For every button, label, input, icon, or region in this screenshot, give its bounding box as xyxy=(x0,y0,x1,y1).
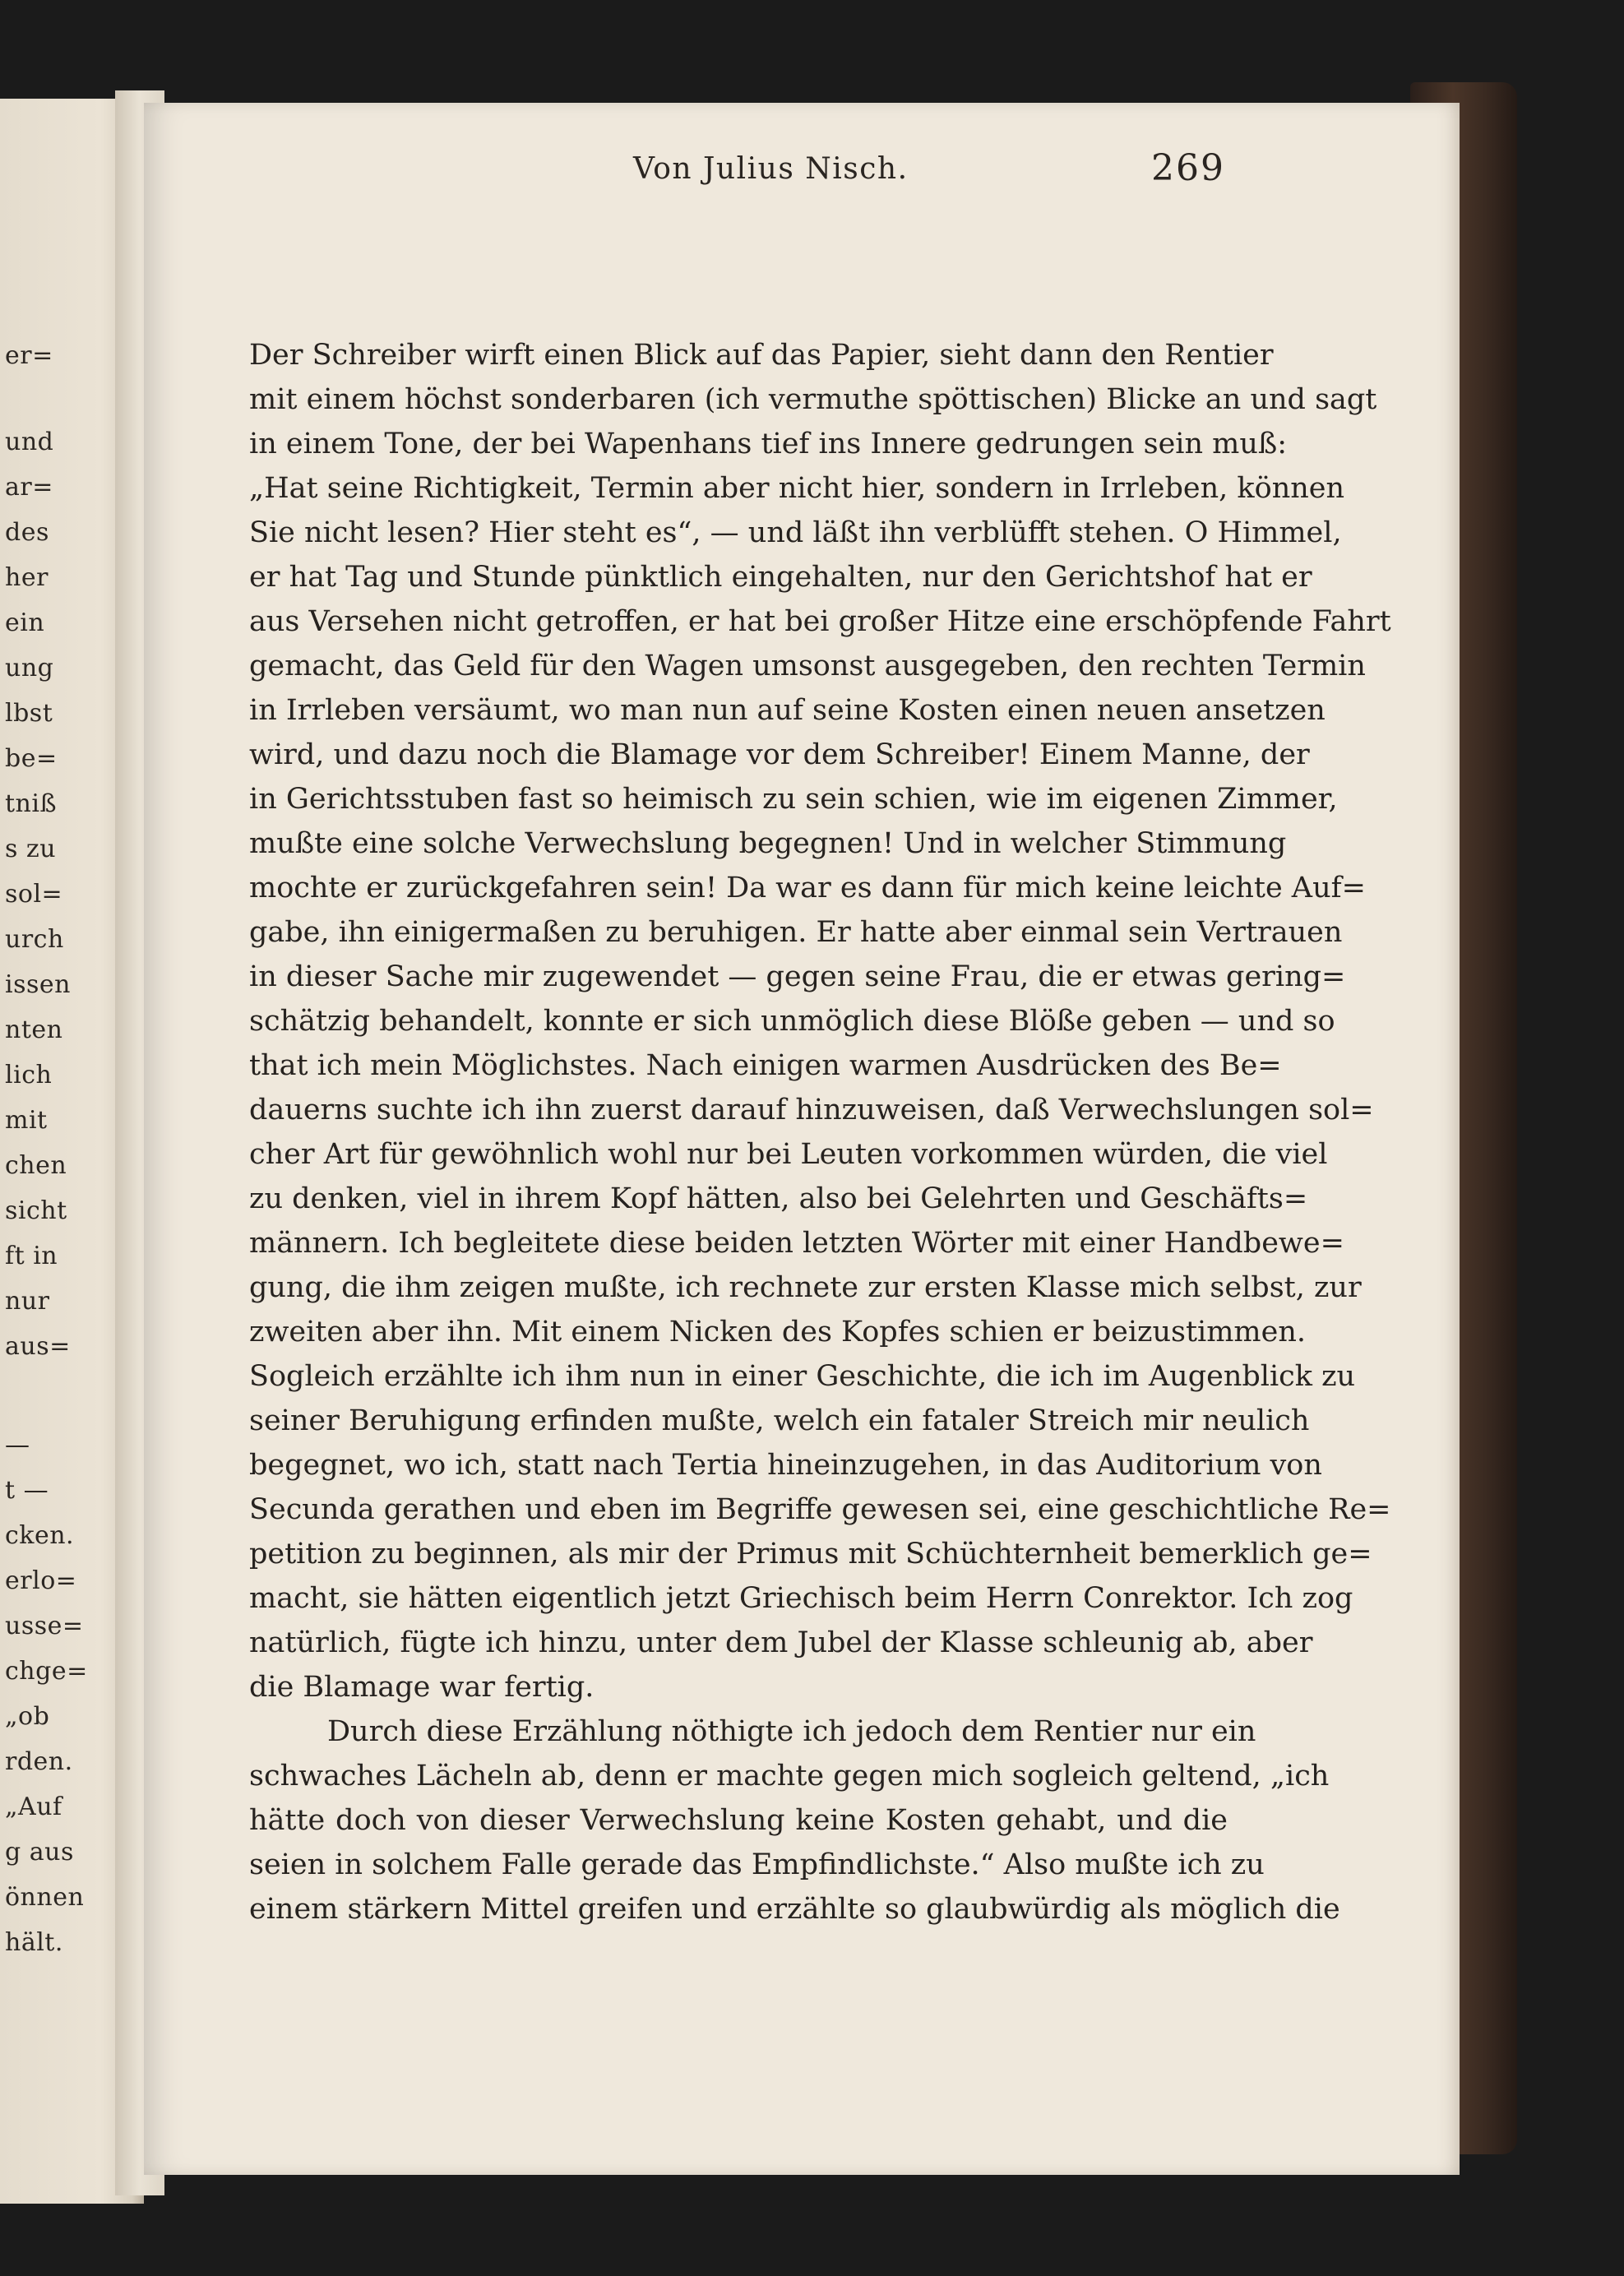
left-page-fragment: aus= xyxy=(5,1332,71,1361)
left-page-fragment: önnen xyxy=(5,1883,85,1912)
text-line: Durch diese Erzählung nöthigte ich jedoch dem Rentier nur ein xyxy=(327,1715,1256,1748)
left-page-fragment: g aus xyxy=(5,1838,74,1867)
text-line: einem stärkern Mittel greifen und erzählte so glaubwürdig als möglich die xyxy=(249,1893,1340,1926)
left-page-fragment: nten xyxy=(5,1015,63,1044)
left-page-fragment: nur xyxy=(5,1287,50,1316)
text-line: Sogleich erzählte ich ihm nun in einer Geschichte, die ich im Augenblick zu xyxy=(249,1360,1356,1393)
text-line: schätzig behandelt, konnte er sich unmöglich diese Blöße geben — und so xyxy=(249,1005,1335,1038)
left-page-fragment: lbst xyxy=(5,699,53,728)
left-page-fragment: des xyxy=(5,518,49,547)
text-line: mochte er zurückgefahren sein! Da war es dann für mich keine leichte Auf= xyxy=(249,872,1366,904)
left-page-fragment: sicht xyxy=(5,1196,67,1225)
text-line: in einem Tone, der bei Wapenhans tief ins Innere gedrungen sein muß: xyxy=(249,428,1288,460)
left-page-fragment: usse= xyxy=(5,1612,84,1640)
text-line: hätte doch von dieser Verwechslung keine Kosten gehabt, und die xyxy=(249,1804,1228,1837)
left-page-fragment: ft in xyxy=(5,1242,58,1270)
left-page-fragment: ung xyxy=(5,654,54,682)
text-line: natürlich, fügte ich hinzu, unter dem Jubel der Klasse schleunig ab, aber xyxy=(249,1626,1313,1659)
text-line: that ich mein Möglichstes. Nach einigen warmen Ausdrücken des Be= xyxy=(249,1049,1282,1082)
text-line: gung, die ihm zeigen mußte, ich rechnete zur ersten Klasse mich selbst, zur xyxy=(249,1271,1362,1304)
running-title: Von Julius Nisch. xyxy=(633,152,909,186)
running-head xyxy=(485,147,1225,201)
text-line: cher Art für gewöhnlich wohl nur bei Leuten vorkommen würden, die viel xyxy=(249,1138,1328,1171)
left-page-fragment: ein xyxy=(5,608,45,637)
text-line: Der Schreiber wirft einen Blick auf das Papier, sieht dann den Rentier xyxy=(249,339,1274,372)
left-page-fragment: chge= xyxy=(5,1657,88,1686)
text-line: in dieser Sache mir zugewendet — gegen seine Frau, die er etwas gering= xyxy=(249,960,1346,993)
page-number: 269 xyxy=(1151,147,1225,189)
text-line: macht, sie hätten eigentlich jetzt Griechisch beim Herrn Conrektor. Ich zog xyxy=(249,1582,1353,1615)
text-line: er hat Tag und Stunde pünktlich eingehalten, nur den Gerichtshof hat er xyxy=(249,561,1312,594)
text-line: schwaches Lächeln ab, denn er machte gegen mich sogleich geltend, „ich xyxy=(249,1760,1330,1793)
left-page-fragment: be= xyxy=(5,744,58,773)
left-page-fragment: erlo= xyxy=(5,1566,77,1595)
text-line: mit einem höchst sonderbaren (ich vermuthe spöttischen) Blicke an und sagt xyxy=(249,383,1377,416)
left-page-fragment: er= xyxy=(5,341,53,370)
text-line: begegnet, wo ich, statt nach Tertia hineinzugehen, in das Auditorium von xyxy=(249,1449,1322,1482)
text-line: Secunda gerathen und eben im Begriffe gewesen sei, eine geschichtliche Re= xyxy=(249,1493,1391,1526)
left-page-fragment: her xyxy=(5,563,49,592)
text-line: seiner Beruhigung erfinden mußte, welch ein fataler Streich mir neulich xyxy=(249,1404,1310,1437)
text-line: wird, und dazu noch die Blamage vor dem Schreiber! Einem Manne, der xyxy=(249,738,1310,771)
left-page-fragment: „ob xyxy=(5,1702,50,1731)
left-page-fragment: issen xyxy=(5,970,71,999)
left-page-fragment: hält. xyxy=(5,1928,63,1957)
text-line: mußte eine solche Verwechslung begegnen! Und in welcher Stimmung xyxy=(249,827,1287,860)
text-line: zu denken, viel in ihrem Kopf hätten, also bei Gelehrten und Geschäfts= xyxy=(249,1182,1308,1215)
body-text xyxy=(249,333,1391,1931)
left-page-fragment: mit xyxy=(5,1106,48,1135)
left-page-fragment: und xyxy=(5,428,54,456)
text-line: die Blamage war fertig. xyxy=(249,1671,595,1704)
left-page-fragment: chen xyxy=(5,1151,67,1180)
text-line: männern. Ich begleitete diese beiden letzten Wörter mit einer Handbewe= xyxy=(249,1227,1344,1260)
left-page-fragment: lich xyxy=(5,1061,53,1089)
left-page-fragment: ar= xyxy=(5,473,53,502)
text-line: Sie nicht lesen? Hier steht es“, — und läßt ihn verblüfft stehen. O Himmel, xyxy=(249,516,1342,549)
left-page-fragment: urch xyxy=(5,925,64,954)
left-page-fragment: s zu xyxy=(5,835,57,863)
left-page-fragment: „Auf xyxy=(5,1793,62,1821)
text-line: zweiten aber ihn. Mit einem Nicken des Kopfes schien er beizustimmen. xyxy=(249,1316,1306,1348)
left-page-fragment: tniß xyxy=(5,789,58,818)
left-page-fragment: rden. xyxy=(5,1747,73,1776)
text-line: gabe, ihn einigermaßen zu beruhigen. Er hatte aber einmal sein Vertrauen xyxy=(249,916,1343,949)
text-line: in Irrleben versäumt, wo man nun auf seine Kosten einen neuen ansetzen xyxy=(249,694,1326,727)
text-line: aus Versehen nicht getroffen, er hat bei großer Hitze eine erschöpfende Fahrt xyxy=(249,605,1391,638)
text-line: seien in solchem Falle gerade das Empfindlichste.“ Also mußte ich zu xyxy=(249,1848,1265,1881)
text-line: petition zu beginnen, als mir der Primus mit Schüchternheit bemerklich ge= xyxy=(249,1538,1372,1571)
text-line: gemacht, das Geld für den Wagen umsonst ausgegeben, den rechten Termin xyxy=(249,650,1366,682)
left-page-fragment: — xyxy=(5,1431,30,1460)
left-page-fragment: t — xyxy=(5,1476,49,1505)
text-line: in Gerichtsstuben fast so heimisch zu sein schien, wie im eigenen Zimmer, xyxy=(249,783,1338,816)
left-page-fragment: cken. xyxy=(5,1521,75,1550)
text-line: „Hat seine Richtigkeit, Termin aber nicht hier, sondern in Irrleben, können xyxy=(249,472,1345,505)
left-page-fragment: sol= xyxy=(5,880,63,909)
text-line: dauerns suchte ich ihn zuerst darauf hinzuweisen, daß Verwechslungen sol= xyxy=(249,1094,1374,1126)
